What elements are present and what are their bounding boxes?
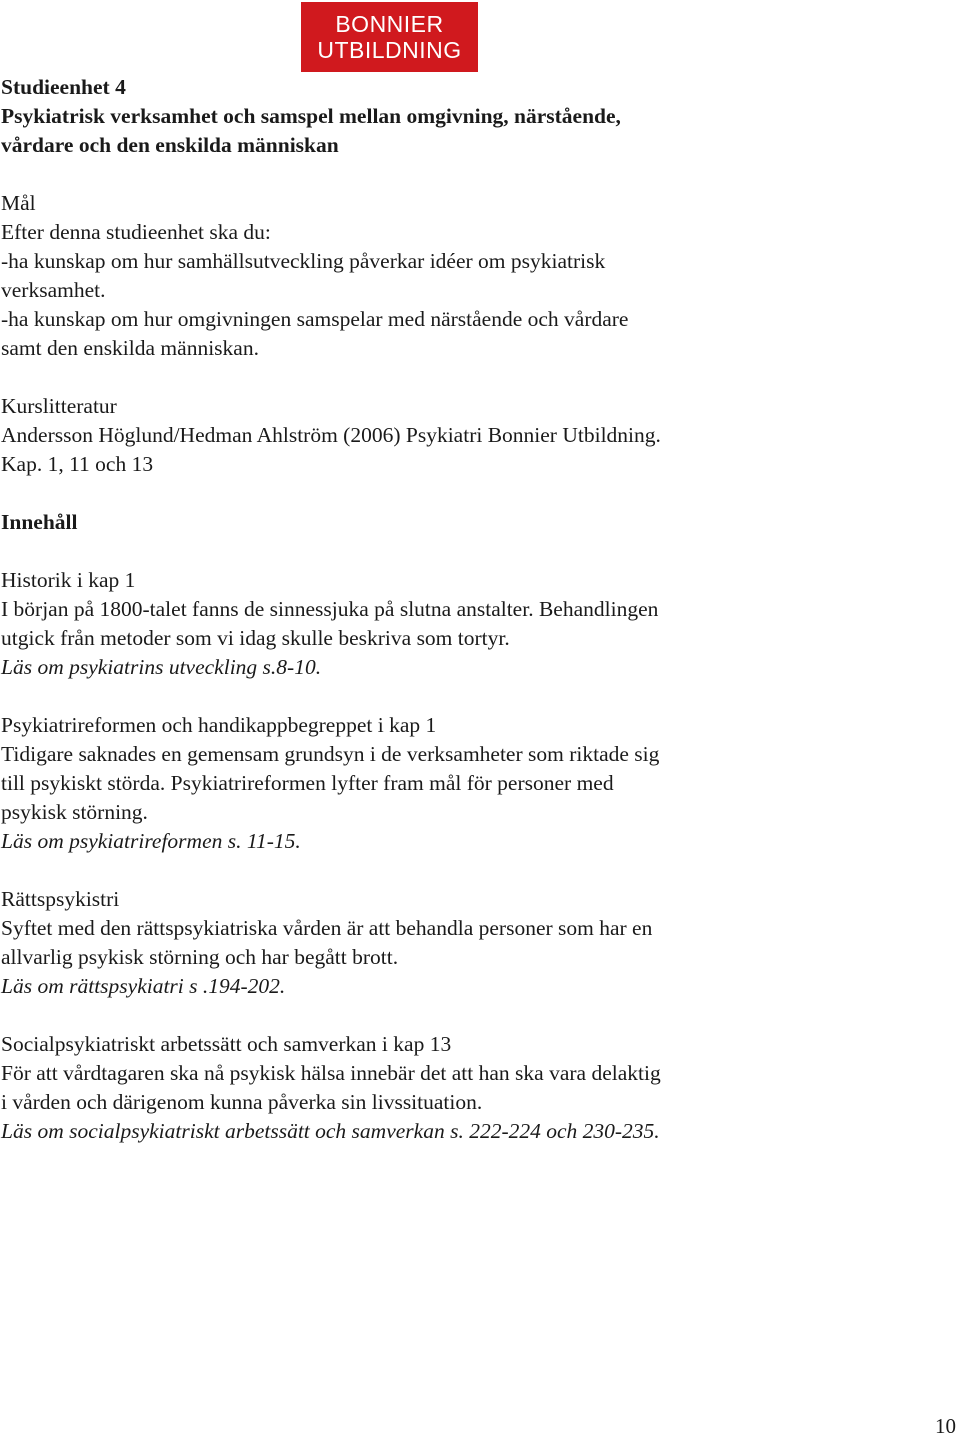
section-text-line: Syftet med den rättspsykiatriska vården är att behandla personer som har en [1,916,653,940]
section-text-line: psykisk störning. [1,800,148,824]
literature-line-1: Andersson Höglund/Hedman Ahlström (2006) Psykiatri Bonnier Utbildning. [1,423,661,447]
section-psychiatric-reform [1,711,901,856]
section-text-line: Tidigare saknades en gemensam grundsyn i de verksamheter som riktade sig [1,742,660,766]
section-text-line: I början på 1800-talet fanns de sinnessjuka på slutna anstalter. Behandlingen [1,597,659,621]
section-text-line: allvarlig psykisk störning och har begått brott. [1,945,399,969]
section-heading: Historik i kap 1 [1,568,136,592]
section-text-line: i vården och därigenom kunna påverka sin livssituation. [1,1090,483,1114]
goal-2-line-2: samt den enskilda människan. [1,336,259,360]
page-number: 10 [935,1414,956,1438]
spacer [1,479,901,508]
spacer [1,856,901,885]
section-reading: Läs om psykiatrireformen s. 11-15. [1,829,301,853]
section-reading: Läs om psykiatrins utveckling s.8-10. [1,655,322,679]
spacer [1,682,901,711]
goal-2-line-1: -ha kunskap om hur omgivningen samspelar med närstående och vårdare [1,307,629,331]
section-text-line: till psykiskt störda. Psykiatrireformen lyfter fram mål för personer med [1,771,614,795]
spacer [1,537,901,566]
literature-heading: Kurslitteratur [1,394,117,418]
section-heading: Rättspsykistri [1,887,120,911]
section-reading: Läs om socialpsykiatriskt arbetssätt och samverkan s. 222-224 och 230-235. [1,1119,660,1143]
section-text-line: För att vårdtagaren ska nå psykisk hälsa innebär det att han ska vara delaktig [1,1061,661,1085]
section-social-psychiatry [1,1030,901,1146]
section-forensic-psychiatry [1,885,901,1001]
goal-1-line-2: verksamhet. [1,278,106,302]
document-body [1,73,901,1146]
literature-line-2: Kap. 1, 11 och 13 [1,452,154,476]
goals-heading: Mål [1,191,36,215]
section-heading: Socialpsykiatriskt arbetssätt och samverkan i kap 13 [1,1032,452,1056]
bonnier-utbildning-logo [301,2,478,72]
spacer [1,1001,901,1030]
section-heading: Psykiatrireformen och handikappbegreppet i kap 1 [1,713,437,737]
spacer [1,160,901,189]
logo-line-2: UTBILDNING [317,37,462,63]
logo-line-1: BONNIER [335,11,444,37]
page-title-line-2: vårdare och den enskilda människan [1,133,339,157]
goals-intro: Efter denna studieenhet ska du: [1,220,271,244]
section-text-line: utgick från metoder som vi idag skulle beskriva som tortyr. [1,626,510,650]
unit-title: Studieenhet 4 [1,75,126,99]
section-reading: Läs om rättspsykiatri s .194-202. [1,974,286,998]
section-history [1,566,901,682]
spacer [1,363,901,392]
content-heading: Innehåll [1,510,78,534]
page-title-line-1: Psykiatrisk verksamhet och samspel mellan omgivning, närstående, [1,104,621,128]
goal-1-line-1: -ha kunskap om hur samhällsutveckling påverkar idéer om psykiatrisk [1,249,606,273]
